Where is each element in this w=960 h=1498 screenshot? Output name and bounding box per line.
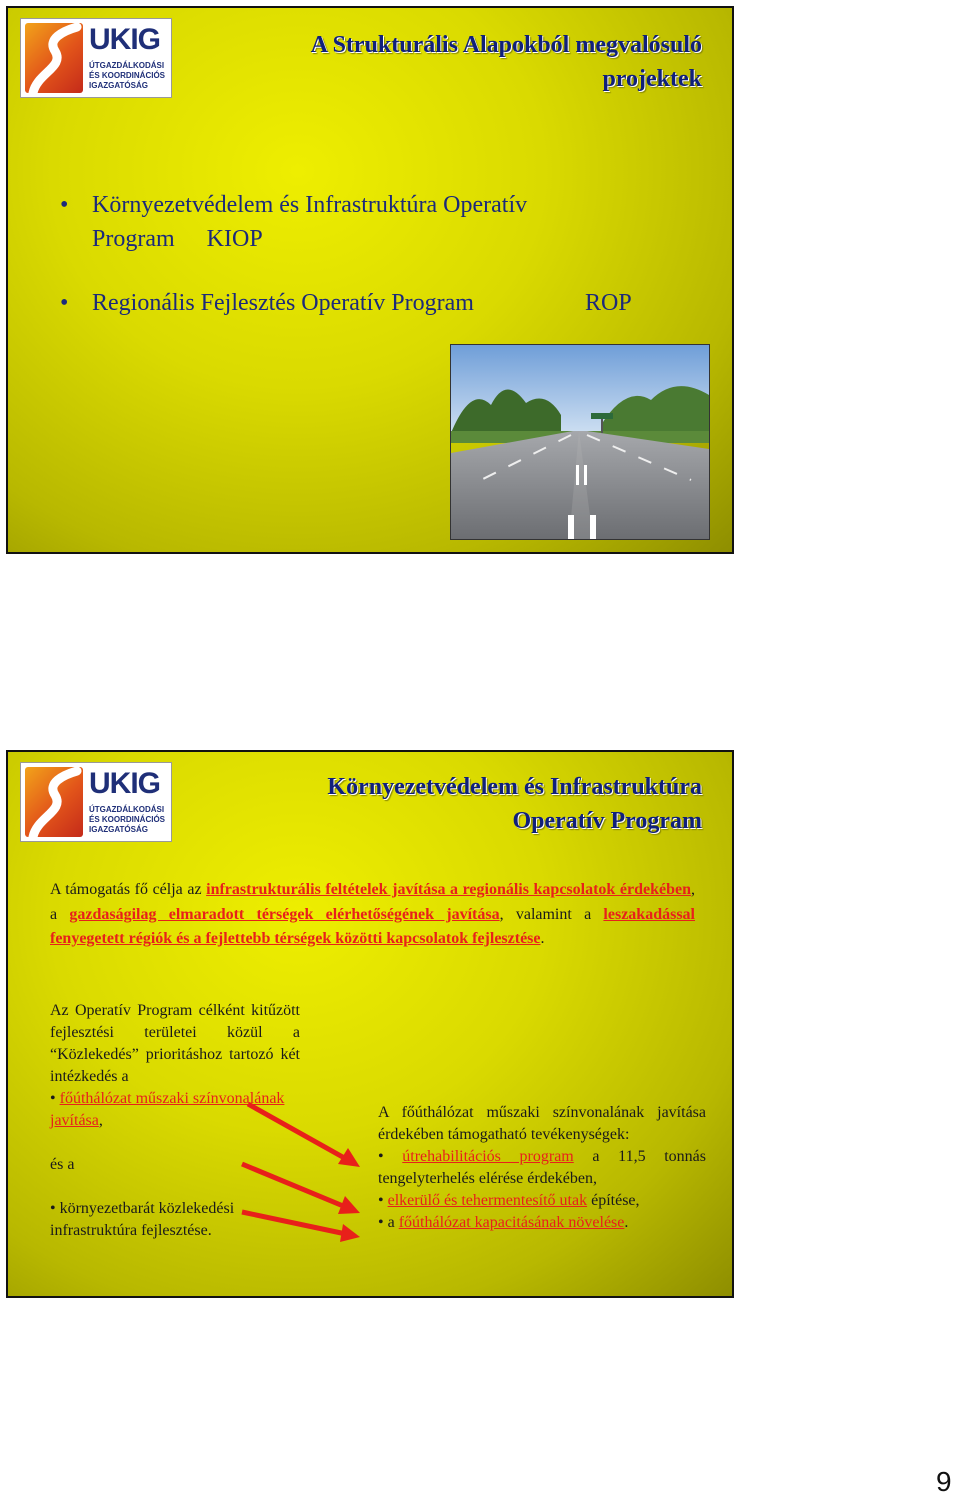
kiop-abbr: KIOP xyxy=(206,226,263,252)
logo-line-3: IGAZGATÓSÁG xyxy=(89,81,148,90)
arrow-icon xyxy=(242,1212,360,1242)
activity-3-pre: • a xyxy=(378,1214,399,1231)
ukig-logo xyxy=(20,762,172,842)
logo-brand: UKIG xyxy=(89,767,160,800)
arrow-icon xyxy=(242,1164,360,1214)
bullet-glyph: • xyxy=(60,290,69,316)
logo-brand: UKIG xyxy=(89,23,160,56)
page-number: 9 xyxy=(936,1466,952,1497)
logo-line-3: IGAZGATÓSÁG xyxy=(89,825,148,834)
goal-paragraph xyxy=(50,878,695,952)
activity-3 xyxy=(378,1212,706,1234)
rop-abbr: ROP xyxy=(585,290,632,316)
bullet-glyph: • xyxy=(60,192,69,218)
activity-1 xyxy=(378,1146,706,1190)
program-item-rop xyxy=(60,286,700,320)
slide-1-title xyxy=(222,28,702,96)
activities-intro: A főúthálózat műszaki színvonalának javítása érdekében támogatható tevékenységek: xyxy=(378,1104,706,1143)
measure-1-tail: , xyxy=(98,1112,103,1129)
slide-2 xyxy=(6,750,734,1298)
red-arrows xyxy=(238,1092,373,1242)
rop-text: Regionális Fejlesztés Operatív Program xyxy=(92,290,474,316)
goal-text-1: A támogatás fő célja az xyxy=(50,881,207,898)
activity-1-bullet: • xyxy=(378,1148,403,1165)
measure-1-bullet: • xyxy=(50,1090,60,1107)
activity-3-tail: . xyxy=(624,1214,629,1231)
goal-highlight-3: leszakadással fenyegetett régiók és a fejlettebb térségek közötti kapcsolatok fejlesztése xyxy=(50,905,695,947)
goal-highlight-2: gazdaságilag elmaradott térségek elérhetőségének javítása xyxy=(69,905,500,923)
logo-line-2: ÉS KOORDINÁCIÓS xyxy=(89,815,166,824)
slide-1-title-line-1: A Strukturális Alapokból megvalósuló xyxy=(310,32,702,58)
kiop-text-line-2: Program xyxy=(92,226,175,252)
goal-highlight-1: infrastrukturális feltételek javítása a regionális kapcsolatok érdekében xyxy=(206,881,692,898)
program-list xyxy=(60,188,700,350)
program-item-kiop xyxy=(60,188,700,256)
logo-subtitle xyxy=(89,805,171,835)
logo-subtitle xyxy=(89,61,171,91)
slide-2-title-line-2: Operatív Program xyxy=(512,808,702,834)
measures-intro: Az Operatív Program célként kitűzött fejlesztési területei közül a “Közlekedés” prioritáshoz tartozó két intézkedés a xyxy=(50,1002,300,1085)
activity-1-tail: a 11,5 tonnás tengelyterhelés elérése érdekében, xyxy=(378,1148,707,1187)
goal-text-3: , valamint a xyxy=(499,905,604,923)
slide-1-title-line-2: projektek xyxy=(602,66,702,92)
kiop-text-line-1: Környezetvédelem és Infrastruktúra Operatív xyxy=(92,192,528,218)
road-logo-icon xyxy=(25,23,83,93)
logo-line-1: ÚTGAZDÁLKODÁSI xyxy=(89,61,165,70)
slide-1 xyxy=(6,6,734,554)
activity-2-tail: építése, xyxy=(587,1192,640,1209)
arrow-icon xyxy=(248,1104,360,1167)
measure-1-highlight: főúthálózat műszaki színvonalának javítása xyxy=(50,1090,285,1129)
measures-and: és a xyxy=(50,1156,75,1173)
highway-photo xyxy=(450,344,710,540)
measure-2: • környezetbarát közlekedési infrastruktúra fejlesztése. xyxy=(50,1200,235,1239)
slide-2-title xyxy=(262,770,702,838)
road-logo-icon xyxy=(25,767,83,837)
activity-3-highlight: főúthálózat kapacitásának növelése xyxy=(398,1214,625,1231)
goal-text-2: , a xyxy=(50,881,696,923)
activity-2-bullet: • xyxy=(378,1192,388,1209)
goal-text-4: . xyxy=(540,930,545,947)
logo-line-2: ÉS KOORDINÁCIÓS xyxy=(89,71,166,80)
activity-2-highlight: elkerülő és tehermentesítő utak xyxy=(387,1192,588,1209)
activity-1-highlight: útrehabilitációs program xyxy=(402,1148,574,1165)
activity-2 xyxy=(378,1190,706,1212)
logo-line-1: ÚTGAZDÁLKODÁSI xyxy=(89,805,165,814)
ukig-logo xyxy=(20,18,172,98)
activities-column xyxy=(378,1102,706,1234)
slide-2-title-line-1: Környezetvédelem és Infrastruktúra xyxy=(327,774,702,800)
